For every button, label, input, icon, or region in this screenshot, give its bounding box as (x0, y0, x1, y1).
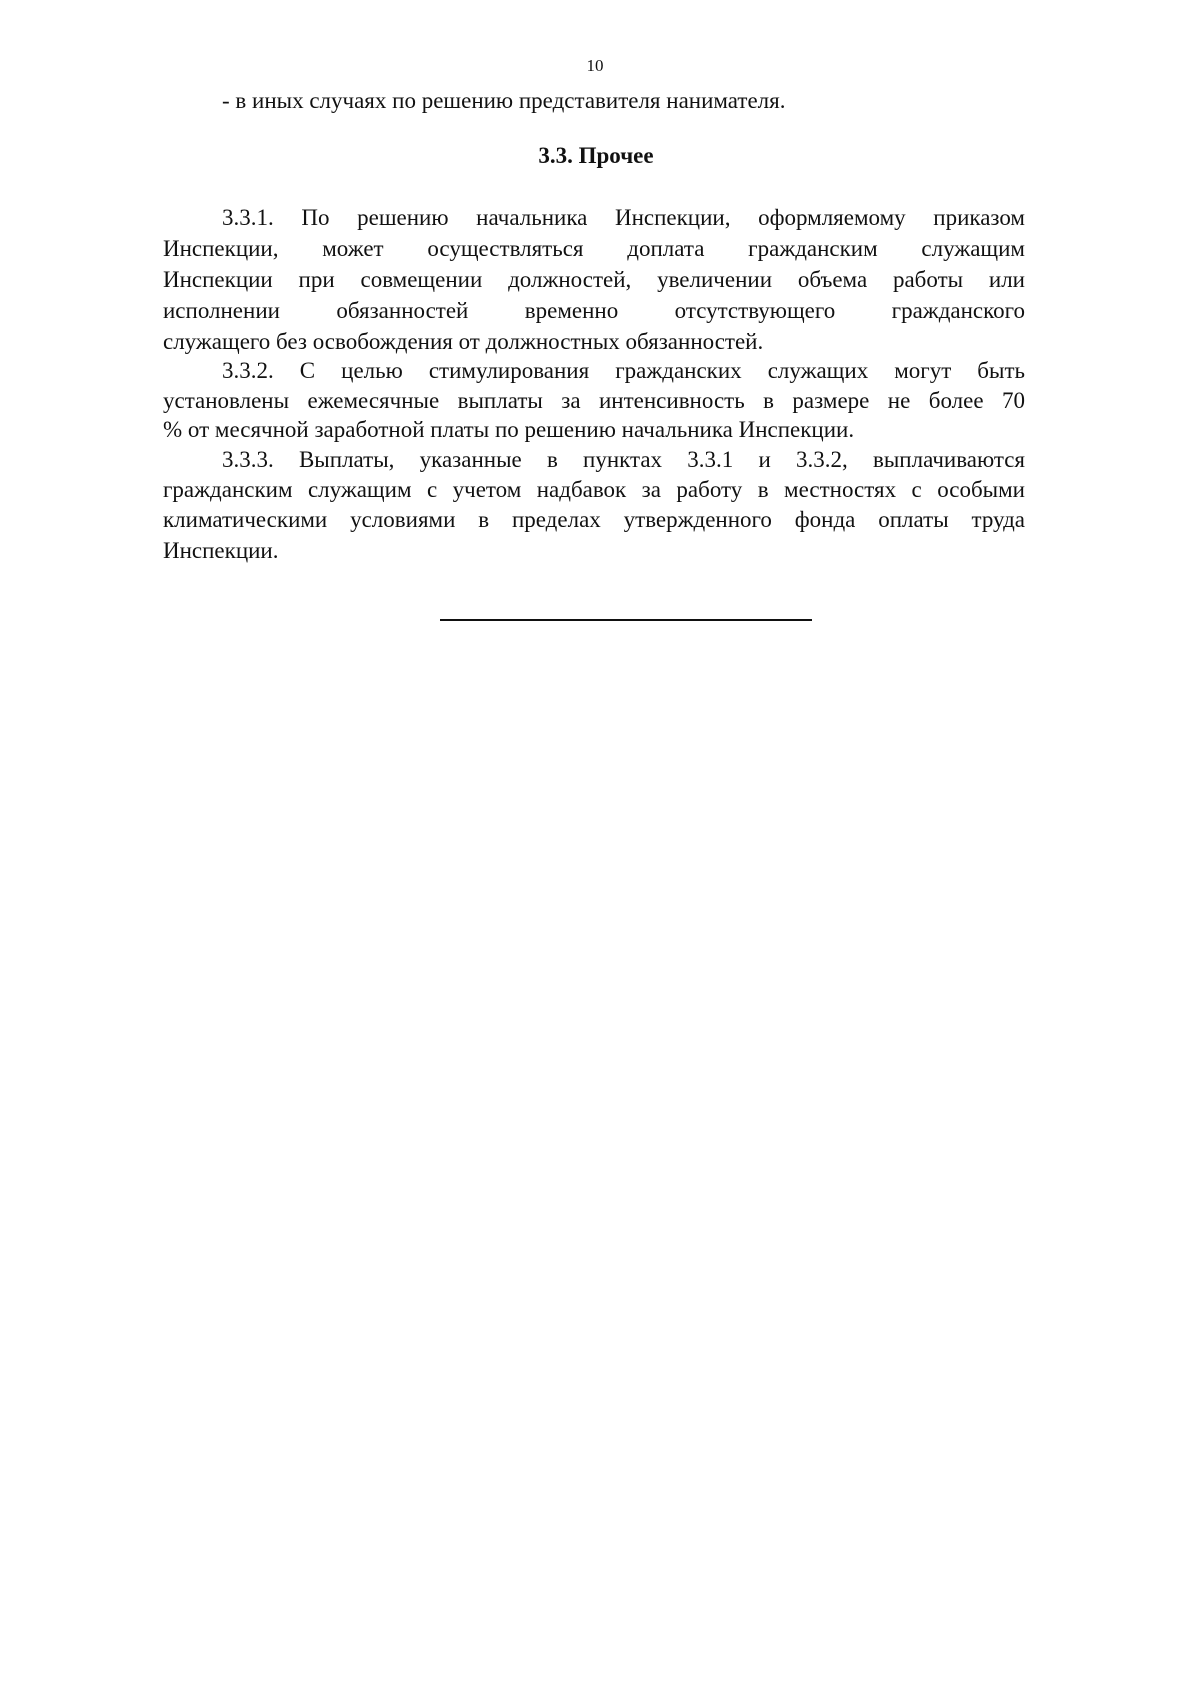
text-line: установлены ежемесячные выплаты за интенсивность в размере не более 70 (163, 388, 1025, 413)
text-line: 3.3.2. С целью стимулирования гражданских служащих могут быть (222, 358, 1025, 383)
text-line: Инспекции при совмещении должностей, увеличении объема работы или (163, 267, 1025, 292)
intro-line: - в иных случаях по решению представителя нанимателя. (222, 88, 786, 113)
text-line: 3.3.1. По решению начальника Инспекции, оформляемому приказом (222, 205, 1025, 230)
section-heading: 3.3. Прочее (538, 143, 654, 168)
text-line: % от месячной заработной платы по решению начальника Инспекции. (163, 417, 855, 442)
text-line: служащего без освобождения от должностных обязанностей. (163, 329, 764, 354)
text-line: Инспекции, может осуществляться доплата гражданским служащим (163, 236, 1025, 261)
text-line: Инспекции. (163, 538, 279, 563)
text-line: климатическими условиями в пределах утвержденного фонда оплаты труда (163, 507, 1025, 532)
page-number: 10 (586, 56, 604, 75)
end-divider-line (440, 619, 812, 621)
text-line: 3.3.3. Выплаты, указанные в пунктах 3.3.1 и 3.3.2, выплачиваются (222, 447, 1025, 472)
text-line: исполнении обязанностей временно отсутствующего гражданского (163, 298, 1025, 323)
text-line: гражданским служащим с учетом надбавок за работу в местностях с особыми (163, 477, 1025, 502)
